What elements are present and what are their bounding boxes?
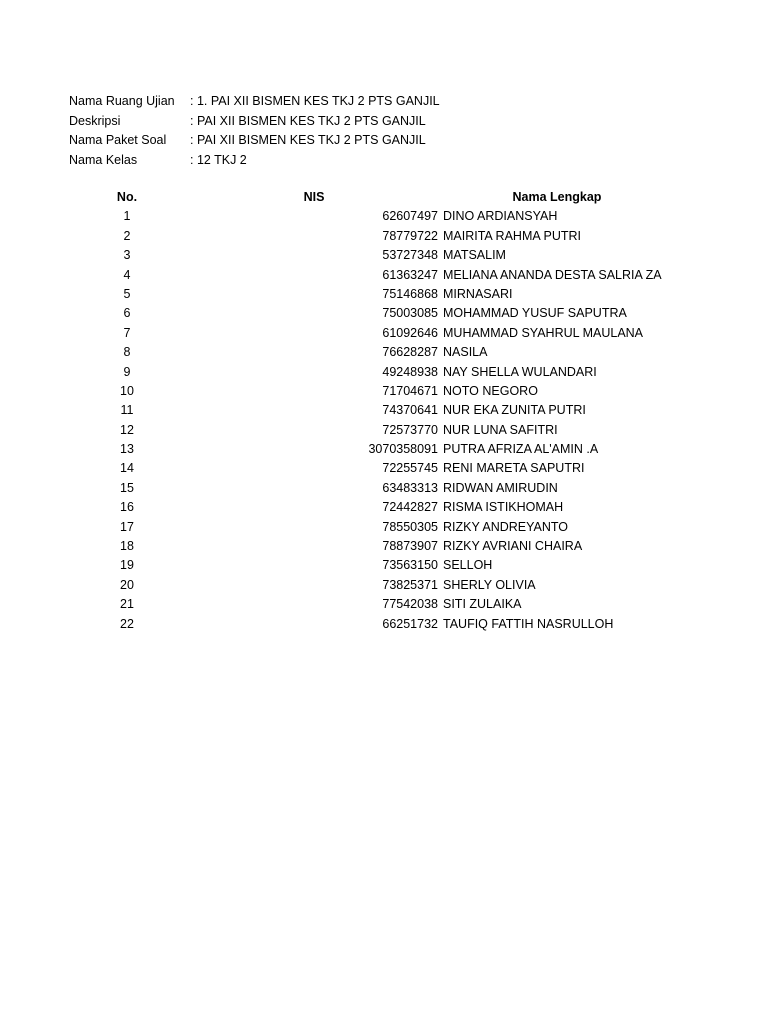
info-row-package [69, 131, 440, 151]
cell-name: NAY SHELLA WULANDARI [443, 364, 597, 379]
cell-no: 15 [120, 480, 134, 495]
cell-no: 18 [120, 539, 134, 554]
cell-no: 19 [120, 558, 134, 573]
table-row [0, 285, 768, 304]
cell-no: 17 [120, 519, 134, 534]
cell-nis: 75003085 [382, 306, 438, 321]
table-row [0, 459, 768, 478]
cell-no: 9 [123, 364, 131, 379]
cell-no: 11 [120, 403, 134, 418]
cell-no: 4 [123, 267, 131, 282]
cell-name: RIZKY ANDREYANTO [443, 519, 569, 534]
cell-name: SHERLY OLIVIA [443, 577, 536, 592]
info-row-description [69, 112, 440, 132]
cell-nis: 77542038 [382, 597, 438, 612]
cell-nis: 74370641 [382, 403, 438, 418]
cell-nis: 76628287 [382, 345, 438, 360]
cell-nis: 75146868 [382, 286, 438, 301]
cell-name: MOHAMMAD YUSUF SAPUTRA [443, 306, 627, 321]
table-row [0, 518, 768, 537]
header-name: Nama Lengkap [512, 190, 602, 204]
table-row [0, 246, 768, 265]
table-row [0, 595, 768, 614]
cell-no: 1 [123, 209, 131, 224]
exam-info [69, 92, 440, 170]
cell-nis: 71704671 [382, 383, 438, 398]
cell-no: 12 [120, 422, 134, 437]
cell-nis: 72442827 [382, 500, 438, 515]
table-row [0, 343, 768, 362]
cell-name: RIDWAN AMIRUDIN [443, 480, 558, 495]
table-row [0, 266, 768, 285]
info-label: Nama Paket Soal [69, 133, 167, 147]
cell-no: 13 [120, 442, 134, 457]
table-row [0, 498, 768, 517]
cell-name: NUR LUNA SAFITRI [443, 422, 558, 437]
table-header [0, 188, 768, 207]
table-body [0, 207, 768, 634]
cell-name: MIRNASARI [443, 286, 513, 301]
cell-name: MATSALIM [443, 248, 506, 263]
cell-name: NUR EKA ZUNITA PUTRI [443, 403, 586, 418]
info-value: : PAI XII BISMEN KES TKJ 2 PTS GANJIL [190, 113, 426, 128]
table-row [0, 479, 768, 498]
cell-no: 3 [123, 248, 131, 263]
cell-nis: 78873907 [382, 539, 438, 554]
cell-nis: 78779722 [382, 228, 438, 243]
cell-nis: 78550305 [382, 519, 438, 534]
table-row [0, 615, 768, 634]
table-row [0, 556, 768, 575]
cell-name: RIZKY AVRIANI CHAIRA [443, 539, 583, 554]
cell-name: RENI MARETA SAPUTRI [443, 461, 585, 476]
cell-no: 16 [120, 500, 134, 515]
table-row [0, 440, 768, 459]
cell-nis: 49248938 [382, 364, 438, 379]
cell-nis: 72255745 [382, 461, 438, 476]
header-nis: NIS [303, 190, 325, 204]
cell-no: 7 [123, 325, 131, 340]
cell-nis: 72573770 [382, 422, 438, 437]
cell-no: 20 [120, 577, 134, 592]
cell-no: 6 [123, 306, 131, 321]
cell-no: 22 [120, 616, 134, 631]
cell-name: RISMA ISTIKHOMAH [443, 500, 564, 515]
table-row [0, 363, 768, 382]
cell-name: MELIANA ANANDA DESTA SALRIA ZA [443, 267, 662, 282]
cell-nis: 3070358091 [368, 442, 438, 457]
cell-name: NASILA [443, 345, 488, 360]
cell-nis: 61092646 [382, 325, 438, 340]
header-no: No. [116, 190, 138, 204]
table-row [0, 421, 768, 440]
cell-name: NOTO NEGORO [443, 383, 538, 398]
cell-no: 8 [123, 345, 131, 360]
table-row [0, 207, 768, 226]
student-table [0, 188, 768, 634]
info-value: : PAI XII BISMEN KES TKJ 2 PTS GANJIL [190, 133, 426, 147]
cell-name: DINO ARDIANSYAH [443, 209, 558, 224]
info-label: Deskripsi [69, 113, 121, 128]
cell-nis: 53727348 [382, 248, 438, 263]
cell-name: SITI ZULAIKA [443, 597, 522, 612]
info-value: : 1. PAI XII BISMEN KES TKJ 2 PTS GANJIL [190, 94, 440, 108]
cell-nis: 66251732 [382, 616, 438, 631]
cell-nis: 62607497 [382, 209, 438, 224]
table-row [0, 324, 768, 343]
cell-name: MUHAMMAD SYAHRUL MAULANA [443, 325, 644, 340]
cell-name: MAIRITA RAHMA PUTRI [443, 228, 581, 243]
table-row [0, 537, 768, 556]
cell-no: 5 [123, 286, 131, 301]
info-row-class [69, 151, 440, 171]
cell-no: 10 [120, 383, 134, 398]
table-row [0, 227, 768, 246]
table-row [0, 401, 768, 420]
cell-nis: 63483313 [382, 480, 438, 495]
cell-nis: 61363247 [382, 267, 438, 282]
info-label: Nama Kelas [69, 152, 138, 167]
cell-nis: 73825371 [382, 577, 438, 592]
cell-no: 21 [120, 597, 134, 612]
cell-name: SELLOH [443, 558, 493, 573]
table-row [0, 576, 768, 595]
cell-no: 14 [120, 461, 134, 476]
table-row [0, 382, 768, 401]
info-value: : 12 TKJ 2 [190, 152, 247, 167]
cell-nis: 73563150 [382, 558, 438, 573]
cell-name: TAUFIQ FATTIH NASRULLOH [443, 616, 614, 631]
info-row-room [69, 92, 440, 112]
table-row [0, 304, 768, 323]
info-label: Nama Ruang Ujian [69, 94, 175, 108]
cell-no: 2 [123, 228, 131, 243]
cell-name: PUTRA AFRIZA AL'AMIN .A [443, 442, 599, 457]
